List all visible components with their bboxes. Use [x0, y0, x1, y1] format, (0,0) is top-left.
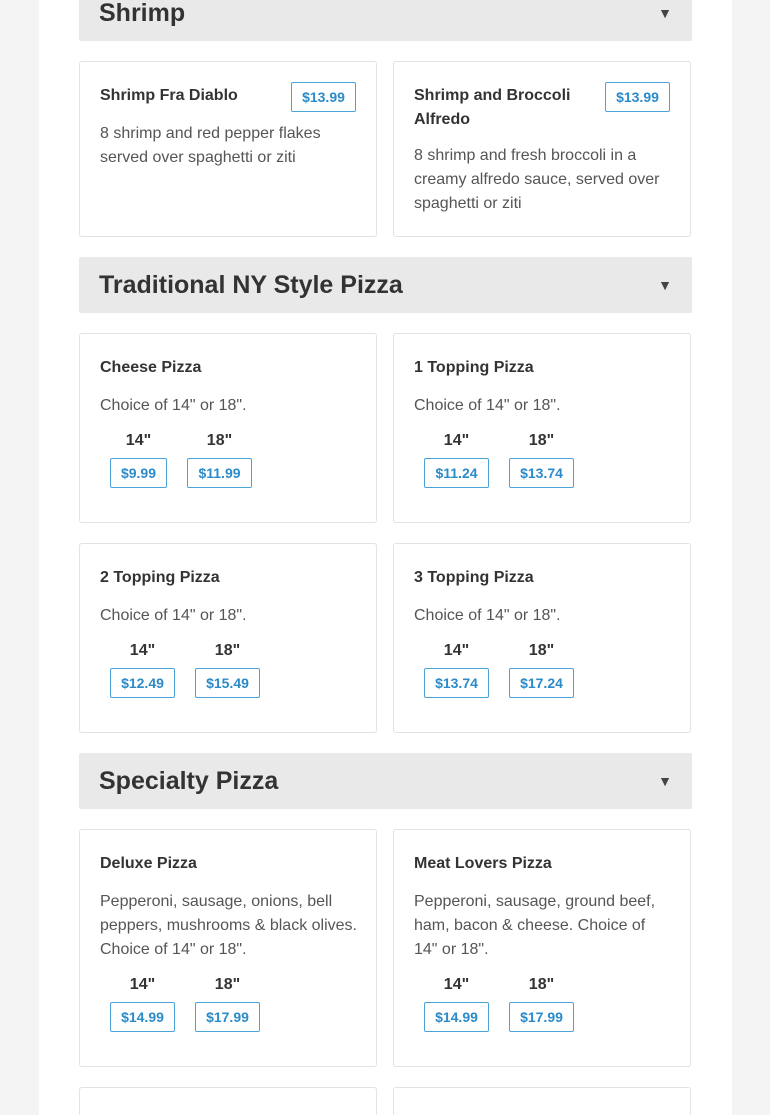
item-name: 2 Topping Pizza	[100, 569, 220, 586]
price-button[interactable]: $17.99	[195, 1002, 260, 1032]
item-description: Choice of 14" or 18".	[414, 607, 561, 624]
caret-down-icon: ▼	[658, 773, 672, 789]
price-button[interactable]: $15.49	[195, 668, 260, 698]
item-name: Shrimp and Broccoli Alfredo	[414, 87, 571, 128]
size-label: 18"	[214, 976, 241, 993]
price-button[interactable]: $13.99	[291, 82, 356, 112]
size-label: 18"	[528, 976, 555, 993]
item-description: Choice of 14" or 18".	[100, 607, 247, 624]
category-title: Specialty Pizza	[99, 766, 279, 795]
item-description: Choice of 14" or 18".	[414, 397, 561, 414]
size-label: 14"	[129, 642, 156, 659]
menu-item-card[interactable]	[79, 61, 377, 237]
price-button[interactable]: $9.99	[110, 458, 167, 488]
size-label: 18"	[528, 642, 555, 659]
price-button[interactable]: $12.49	[110, 668, 175, 698]
item-description: 8 shrimp and red pepper flakes served over spaghetti or ziti	[100, 125, 321, 166]
size-label: 14"	[125, 432, 152, 449]
price-button[interactable]: $13.74	[424, 668, 489, 698]
menu-item-card[interactable]	[393, 333, 691, 523]
price-button[interactable]: $13.74	[509, 458, 574, 488]
price-button[interactable]: $17.99	[509, 1002, 574, 1032]
item-name: 3 Topping Pizza	[414, 569, 534, 586]
category-header-specialty-pizza[interactable]	[79, 753, 692, 809]
menu-item-card[interactable]	[79, 543, 377, 733]
price-button[interactable]: $14.99	[110, 1002, 175, 1032]
size-label: 18"	[206, 432, 233, 449]
item-name: Cheese Pizza	[100, 359, 202, 376]
menu-item-card[interactable]	[393, 61, 691, 237]
size-label: 14"	[443, 432, 470, 449]
item-description: Pepperoni, sausage, onions, bell peppers, mushrooms & black olives. Choice of 14" or 18".	[100, 893, 357, 958]
menu-item-card[interactable]	[393, 543, 691, 733]
category-title: Traditional NY Style Pizza	[99, 270, 403, 299]
price-button[interactable]: $13.99	[605, 82, 670, 112]
menu-item-card[interactable]	[393, 1087, 691, 1115]
price-button[interactable]: $14.99	[424, 1002, 489, 1032]
size-label: 14"	[443, 976, 470, 993]
size-label: 14"	[443, 642, 470, 659]
category-header-traditional-pizza[interactable]	[79, 257, 692, 313]
category-header-shrimp[interactable]	[79, 0, 692, 41]
item-name: 1 Topping Pizza	[414, 359, 534, 376]
caret-down-icon: ▼	[658, 5, 672, 21]
price-button[interactable]: $11.99	[187, 458, 252, 488]
menu-page	[39, 0, 732, 1115]
item-description: Pepperoni, sausage, ground beef, ham, bacon & cheese. Choice of 14" or 18".	[414, 893, 656, 958]
item-name: Meat Lovers Pizza	[414, 855, 552, 872]
size-label: 18"	[528, 432, 555, 449]
category-title: Shrimp	[99, 0, 186, 27]
size-label: 18"	[214, 642, 241, 659]
menu-item-card[interactable]	[393, 829, 691, 1067]
item-description: Choice of 14" or 18".	[100, 397, 247, 414]
item-description: 8 shrimp and fresh broccoli in a creamy alfredo sauce, served over spaghetti or ziti	[414, 147, 660, 212]
item-name: Shrimp Fra Diablo	[100, 87, 238, 104]
price-button[interactable]: $11.24	[424, 458, 489, 488]
size-label: 14"	[129, 976, 156, 993]
price-button[interactable]: $17.24	[509, 668, 574, 698]
caret-down-icon: ▼	[658, 277, 672, 293]
menu-item-card[interactable]	[79, 1087, 377, 1115]
item-name: Deluxe Pizza	[100, 855, 197, 872]
menu-item-card[interactable]	[79, 333, 377, 523]
menu-item-card[interactable]	[79, 829, 377, 1067]
